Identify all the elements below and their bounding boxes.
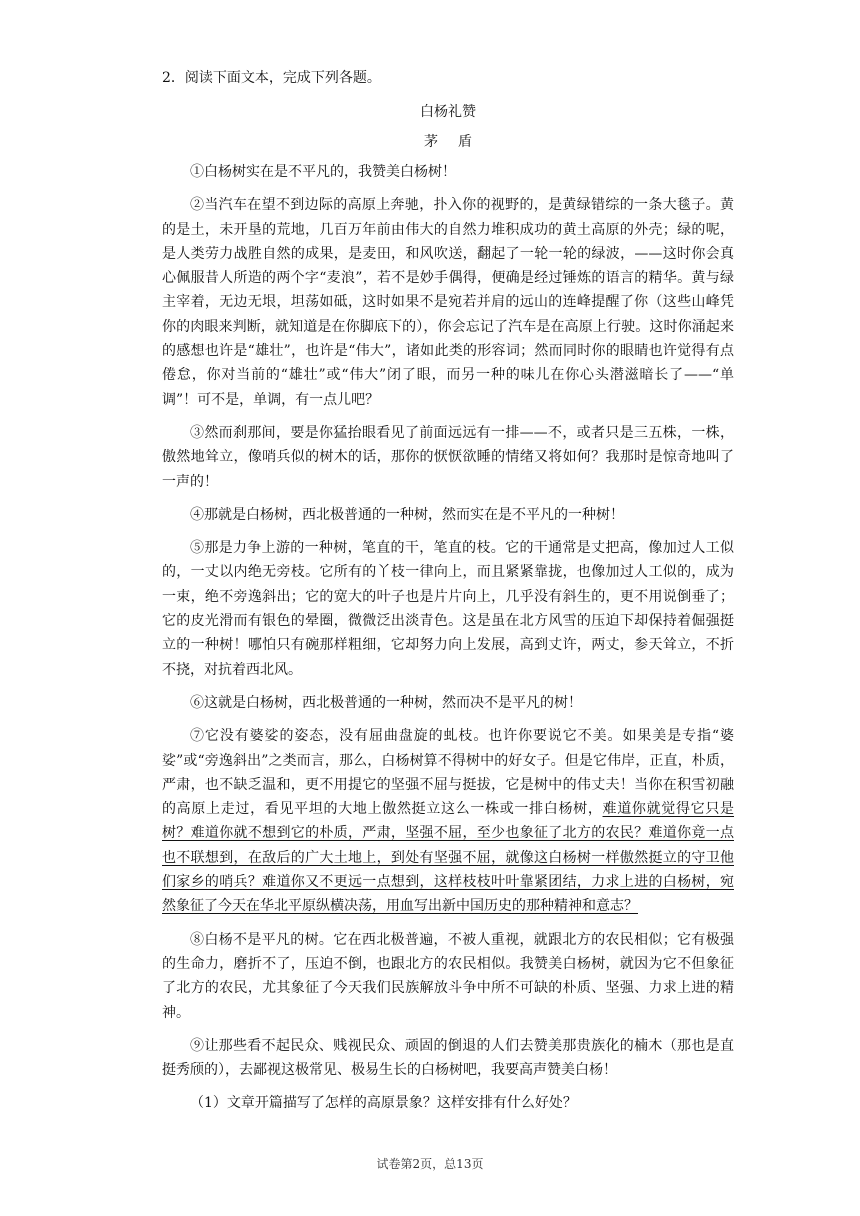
paragraph-3: ③然而刹那间，要是你猛抬眼看见了前面远远有一排——不，或者只是三五株，一株，傲然地耸立，像哨兵似的树木的话，那你的恹恹欲睡的情绪又将如何？我那时是惊奇地叫了一声的！ [162, 424, 734, 490]
paragraph-5: ⑤那是力争上游的一种树，笔直的干，笔直的枝。它的干通常是丈把高，像加过人工似的，一丈以内绝无旁枝。它所有的丫枝一律向上，而且紧紧靠拢，也像加过人工似的，成为一束，绝不旁逸斜出；它的宽大的叶子也是片片向上，几乎没有斜生的，更不用说倒垂了；它的皮光滑而有银色的晕圈，微微泛出淡青色。这是虽在北方风雪的压迫下却保持着倔强挺立的一种树！哪怕只有碗那样粗细，它却努力向上发展，高到丈许，两丈，参天耸立，不折不挠，对抗着西北风。 [162, 540, 734, 678]
paragraph-2: ②当汽车在望不到边际的高原上奔驰，扑入你的视野的，是黄绿错综的一条大毯子。黄的是土，未开垦的荒地，几百万年前由伟大的自然力堆积成功的黄土高原的外壳；绿的呢，是人类劳力战胜自然的成果，是麦田，和风吹送，翻起了一轮一轮的绿波，——这时你会真心佩服昔人所造的两个字“麦浪”，若不是妙手偶得，便确是经过锤炼的语言的精华。黄与绿主宰着，无边无垠，坦荡如砥，这时如果不是宛若并肩的远山的连峰提醒了你（这些山峰凭你的肉眼来判断，就知道是在你脚底下的），你会忘记了汽车是在高原上行驶。这时你涌起来的感想也许是“雄壮”，也许是“伟大”，诸如此类的形容词；然而同时你的眼睛也许觉得有点倦怠，你对当前的“雄壮”或“伟大”闭了眼，而另一种的味儿在你心头潜滋暗长了——“单调”！可不是，单调，有一点儿吧？ [162, 197, 734, 408]
article-title: 白杨礼赞 [420, 104, 476, 120]
paragraph-4: ④那就是白杨树，西北极普通的一种树，然而实在是不平凡的一种树！ [190, 506, 624, 523]
page-footer: 试卷第2页，总13页 [376, 1157, 484, 1171]
question-content [162, 66, 734, 1115]
paragraph-9: ⑨让那些看不起民众、贱视民众、顽固的倒退的人们去赞美那贵族化的楠木（那也是直挺秀颀的），去鄙视这极常见、极易生长的白杨树吧，我要高声赞美白杨！ [162, 1037, 734, 1079]
question-header: 2．阅读下面文本，完成下列各题。 [162, 70, 381, 86]
article-author: 茅盾 [424, 134, 492, 150]
paragraph-6: ⑥这就是白杨树，西北极普通的一种树，然而决不是平凡的树！ [190, 694, 582, 711]
paragraph-7: ⑦它没有婆娑的姿态，没有屈曲盘旋的虬枝。也许你要说它不美。如果美是专指“婆娑”或“旁逸斜出”之类而言，那么，白杨树算不得树中的好女子。但是它伟岸，正直，朴质，严肃，也不缺乏温和，更不用提它的坚强不屈与挺拔，它是树中的伟丈夫！当你在积雪初融的高原上走过，看见平坦的大地上傲然挺立这么一株或一排白杨树，难道你就觉得它只是树？难道你就不想到它的朴质，严肃，坚强不屈，至少也象征了北方的农民？难道你竟一点也不联想到，在敌后的广大土地上，到处有坚强不屈，就像这白杨树一样傲然挺立的守卫他们家乡的哨兵？难道你又不更远一点想到，这样枝枝叶叶靠紧团结，力求上进的白杨树，宛然象征了今天在华北平原纵横决荡，用血写出新中国历史的那种精神和意志？ [162, 728, 735, 915]
paragraph-8: ⑧白杨不是平凡的树。它在西北极普遍，不被人重视，就跟北方的农民相似；它有极强的生命力，磨折不了，压迫不倒，也跟北方的农民相似。我赞美白杨树，就因为它不但象征了北方的农民，尤其象征了今天我们民族解放斗争中所不可缺的朴质、坚强、力求上进的精神。 [162, 931, 734, 1021]
sub-question-1: （1）文章开篇描写了怎样的高原景象？这样安排有什么好处？ [190, 1095, 577, 1112]
paragraph-1: ①白杨树实在是不平凡的，我赞美白杨树！ [190, 164, 456, 180]
underlined-passage: 难道你就觉得它只是树？难道你就不想到它的朴质，严肃，坚强不屈，至少也象征了北方的农民？难道你竟一点也不联想到，在敌后的广大土地上，到处有坚强不屈，就像这白杨树一样傲然挺立的守卫他们家乡的哨兵？难道你又不更远一点想到，这样枝枝叶叶靠紧团结，力求上进的白杨树，宛然象征了今天在华北平原纵横决荡，用血写出新中国历史的那种精神和意志？ [162, 801, 735, 915]
